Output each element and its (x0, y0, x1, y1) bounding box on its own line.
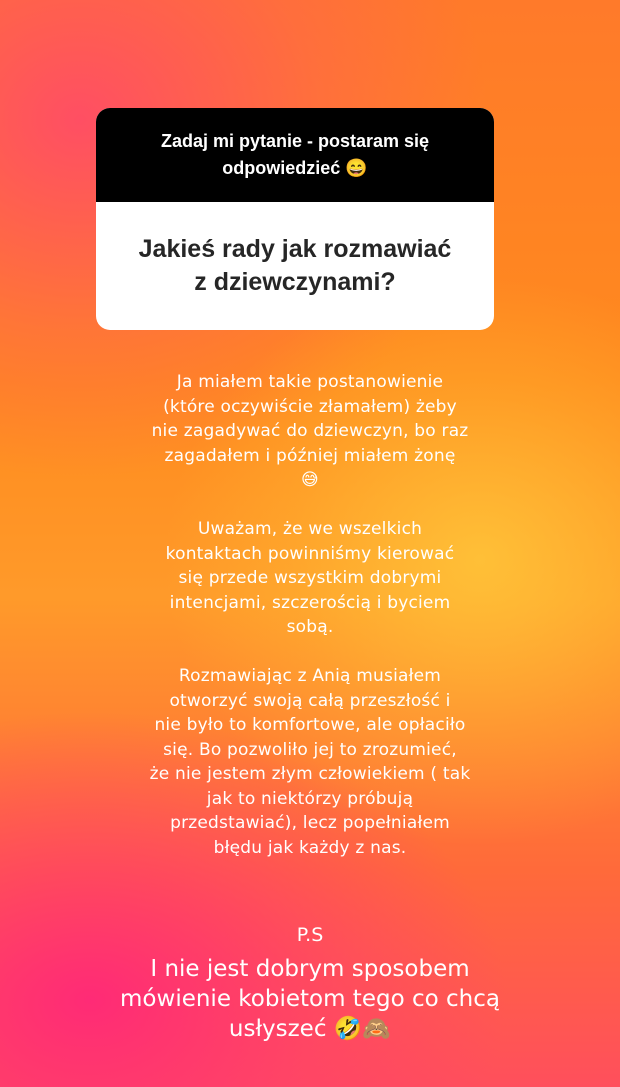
question-sticker-body (96, 202, 494, 330)
answer-paragraph-1: Ja miałem takie postanowienie (które oczywiście złamałem) żeby nie zagadywać do dziewczyn, bo raz zagadałem i później miałem żonę 😅 (151, 372, 469, 490)
answer-paragraph-2: Uważam, że we wszelkich kontaktach powinniśmy kierować się przede wszystkim dobrymi intencjami, szczerością i byciem sobą. (165, 519, 455, 637)
question-sticker[interactable] (96, 108, 494, 330)
answer-paragraph-3: Rozmawiając z Anią musiałem otworzyć swoją całą przeszłość i nie było to komfortowe, ale opłaciło się. Bo pozwoliło jej to zrozumieć, że nie jestem złym człowiekiem ( tak jak to niektórzy próbują przedstawiać), lecz popełniałem błędu jak każdy z nas. (149, 666, 471, 858)
question-sticker-header (96, 108, 494, 202)
postscript-label: P.S (296, 924, 324, 946)
question-text: Jakieś rady jak rozmawiać z dziewczynami? (138, 235, 452, 296)
question-prompt: Zadaj mi pytanie - postaram się odpowiedzieć 😄 (160, 131, 430, 178)
postscript-text: I nie jest dobrym sposobem mówienie kobietom tego co chcą usłyszeć 🤣🙈 (120, 956, 500, 1042)
